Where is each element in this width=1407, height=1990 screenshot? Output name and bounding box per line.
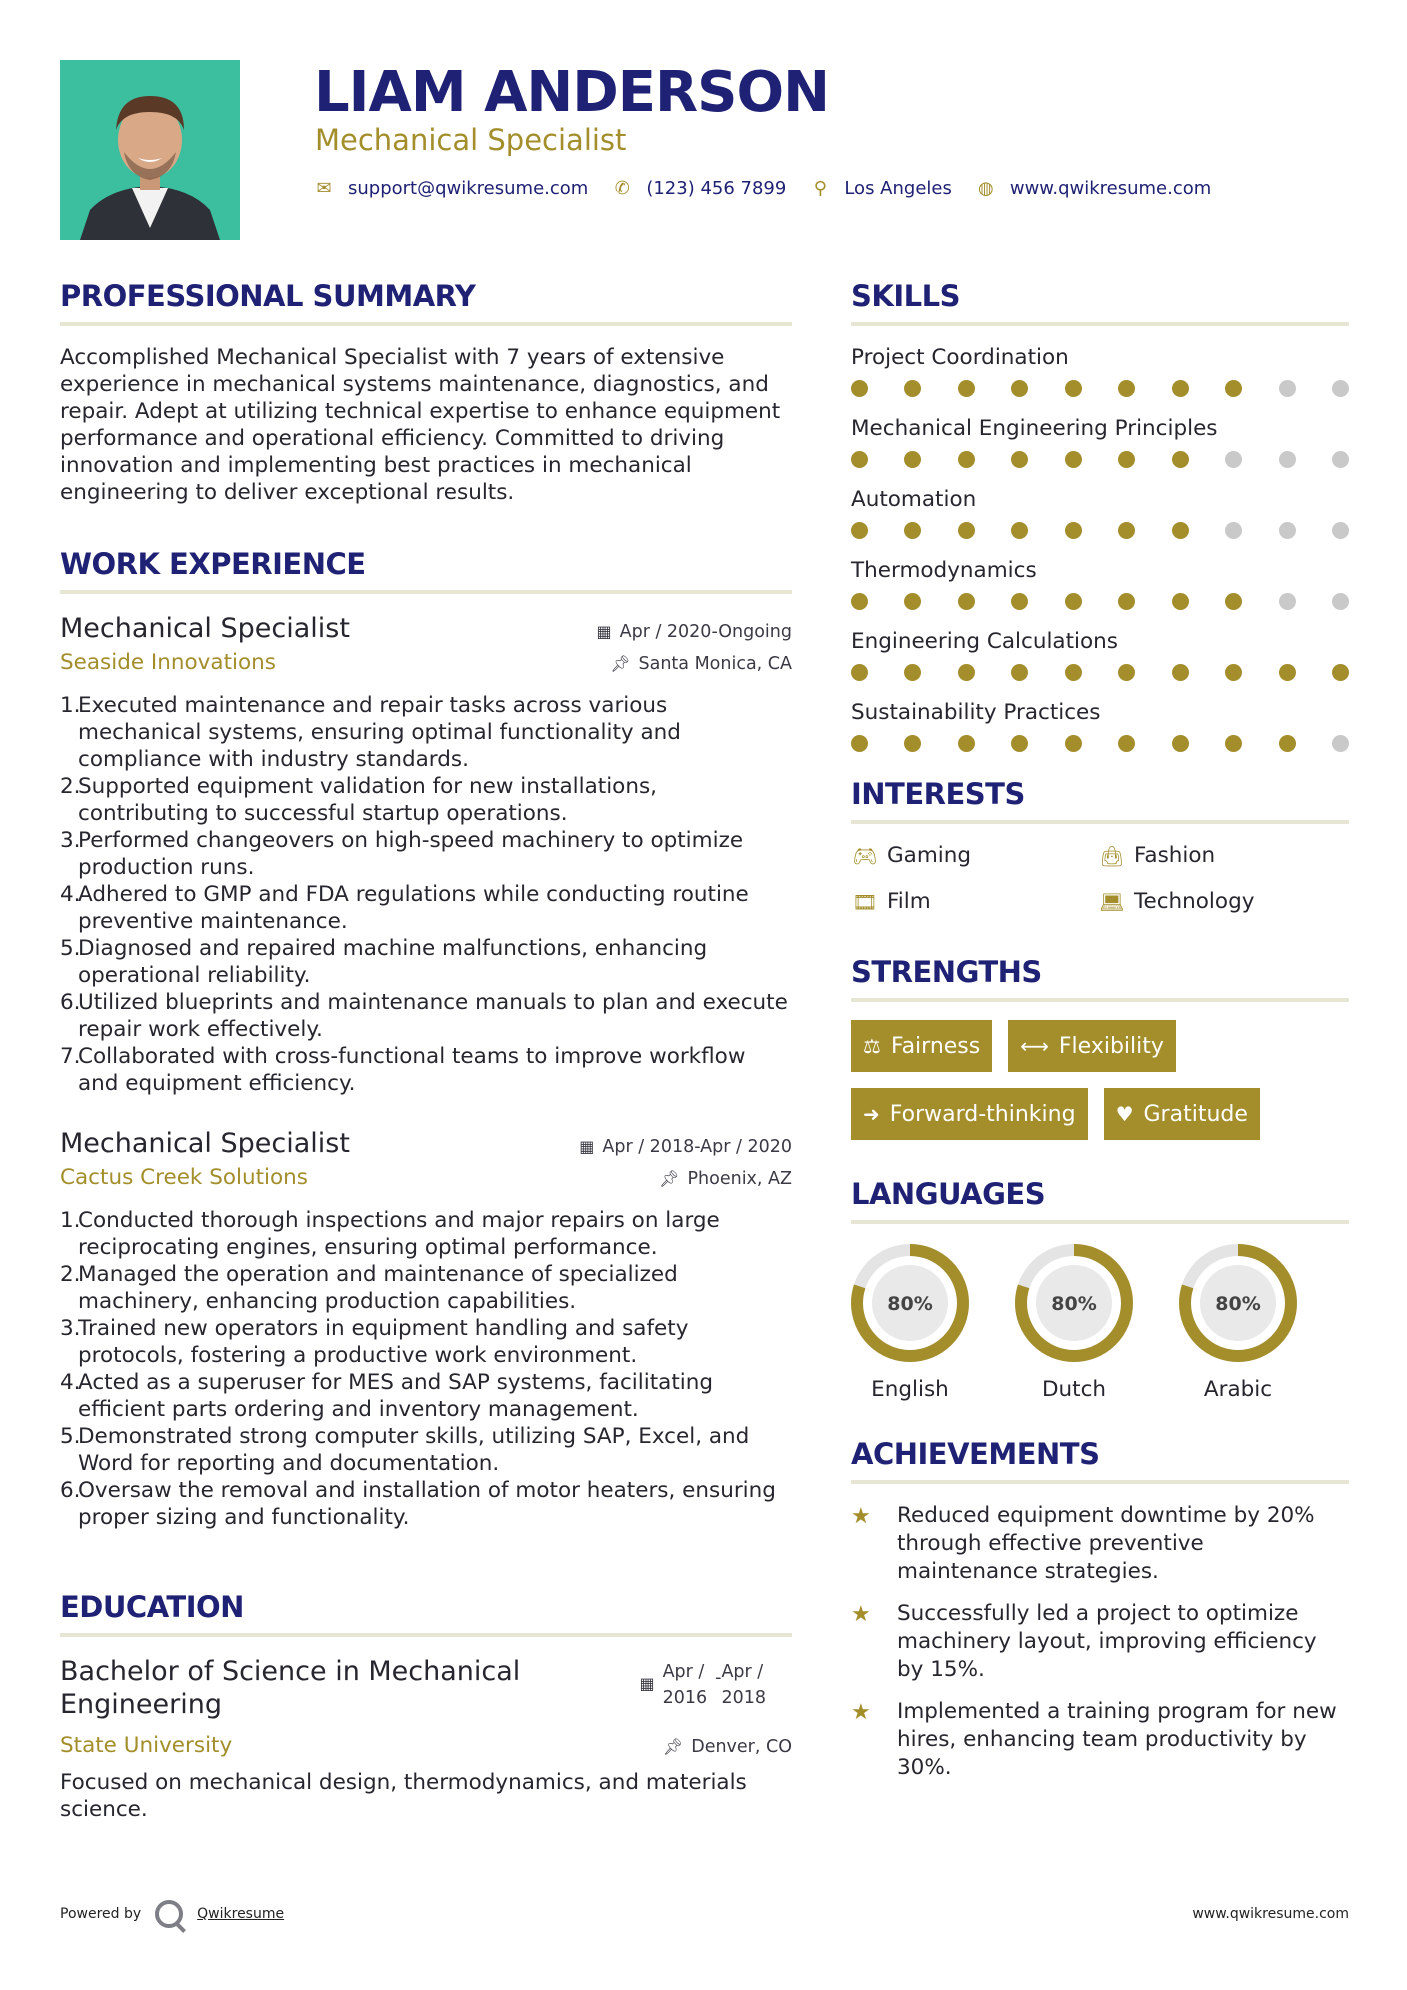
candidate-name: LIAM ANDERSON: [314, 60, 829, 125]
summary-text: Accomplished Mechanical Specialist with 7 years of extensive experience in mechanical systems maintenance, diagnostics, and repair. Adept at utilizing technical expertise to enhance equipment performance and operational efficiency. Committed to driving innovation and implementing best practices in mechanical engineering to deliver exceptional results.: [60, 345, 781, 505]
rating-dot-filled: [904, 380, 921, 397]
film-icon: 🎞︎: [852, 890, 878, 914]
skill-rating: [851, 380, 1349, 397]
rating-dot-empty: [1332, 380, 1349, 397]
skill-rating: [851, 735, 1349, 752]
rating-dot-empty: [1279, 380, 1296, 397]
experience-heading: WORK EXPERIENCE: [60, 547, 366, 581]
rating-dot-filled: [904, 522, 921, 539]
summary-heading: PROFESSIONAL SUMMARY: [60, 279, 476, 313]
interest-item: 🎞︎ Film: [852, 889, 931, 914]
bullet-item: 6. Utilized blueprints and maintenance manuals to plan and execute repair work effectively.: [60, 990, 788, 1042]
language-name: Arabic: [1203, 1377, 1273, 1402]
rating-dot-filled: [958, 522, 975, 539]
language-item: [1013, 1242, 1179, 1404]
education-date-separator: -: [715, 1668, 722, 1688]
rating-dot-empty: [1332, 451, 1349, 468]
interest-item: 👜︎ Fashion: [1099, 843, 1216, 868]
rating-dot-filled: [851, 664, 868, 681]
rating-dot-empty: [1225, 522, 1242, 539]
rating-dot-filled: [958, 380, 975, 397]
rating-dot-filled: [1225, 664, 1242, 681]
section-divider: [851, 1480, 1349, 1484]
job-date: [596, 622, 792, 642]
language-name: Dutch: [1041, 1377, 1107, 1402]
rating-dot-filled: [958, 664, 975, 681]
contact-phone[interactable]: (123) 456 7899: [646, 178, 787, 199]
contact-location: Los Angeles: [844, 178, 952, 199]
language-name: English: [871, 1377, 949, 1402]
interests-heading: INTERESTS: [851, 777, 1025, 811]
rating-dot-filled: [1065, 664, 1082, 681]
bullet-item: 5. Diagnosed and repaired machine malfunctions, enhancing operational reliability.: [60, 936, 708, 988]
skill-name: Sustainability Practices: [851, 700, 1101, 725]
job-entry: [60, 1127, 792, 1531]
skills-heading: SKILLS: [851, 279, 960, 313]
rating-dot-filled: [1065, 522, 1082, 539]
rating-dot-filled: [851, 451, 868, 468]
rating-dot-empty: [1332, 522, 1349, 539]
profile-photo: [60, 60, 240, 240]
shopping-bag-icon: 👜︎: [1099, 844, 1125, 868]
rating-dot-filled: [904, 593, 921, 610]
education-degree: Bachelor of Science in Mechanical Engineering: [60, 1656, 521, 1720]
phone-icon: ✆: [614, 178, 630, 199]
balance-scale-icon: ⚖: [863, 1034, 881, 1058]
achievement-item: ★ Implemented a training program for new hires, enhancing team productivity by 30%.: [851, 1699, 1337, 1780]
skill-name: Project Coordination: [851, 345, 1069, 370]
bullet-item: 2. Managed the operation and maintenance of specialized machinery, enhancing production capabilities.: [60, 1262, 678, 1314]
section-divider: [60, 590, 792, 594]
brand-link[interactable]: Qwikresume: [197, 1906, 285, 1922]
interest-item: 🎮︎ Gaming: [852, 843, 972, 868]
education-description: Focused on mechanical design, thermodynamics, and materials science.: [60, 1770, 747, 1822]
calendar-icon: ▦: [596, 622, 612, 641]
rating-dot-filled: [1011, 593, 1028, 610]
pushpin-icon: 📌︎: [662, 1737, 684, 1756]
rating-dot-filled: [1118, 451, 1135, 468]
skill-item: [851, 486, 1349, 539]
job-date-text: Apr / 2020-Ongoing: [619, 622, 792, 642]
rating-dot-filled: [851, 522, 868, 539]
skill-item: [851, 415, 1349, 468]
rating-dot-empty: [1332, 593, 1349, 610]
language-item: [849, 1242, 1015, 1404]
rating-dot-filled: [1225, 735, 1242, 752]
skill-rating: [851, 451, 1349, 468]
job-entry: [60, 612, 792, 1097]
skill-rating: [851, 593, 1349, 610]
skill-rating: [851, 664, 1349, 681]
rating-dot-filled: [1011, 735, 1028, 752]
experience-section: [60, 544, 792, 1531]
interests-section: [851, 774, 1349, 916]
rating-dot-empty: [1279, 522, 1296, 539]
job-location-text: Santa Monica, CA: [638, 654, 792, 674]
bullet-item: 6. Oversaw the removal and installation of motor heaters, ensuring proper sizing and functionality.: [60, 1478, 776, 1530]
rating-dot-filled: [958, 735, 975, 752]
interest-item: 💻︎ Technology: [1099, 889, 1255, 914]
education-date-start-month: Apr /: [662, 1662, 705, 1682]
rating-dot-filled: [904, 451, 921, 468]
rating-dot-filled: [1118, 522, 1135, 539]
strength-badge: ➜ Forward-thinking: [851, 1088, 1088, 1140]
bullet-item: 5. Demonstrated strong computer skills, utilizing SAP, Excel, and Word for reporting and documentation.: [60, 1424, 750, 1476]
map-marker-icon: ⚲: [813, 178, 827, 199]
languages-section: [851, 1174, 1349, 1404]
rating-dot-filled: [851, 735, 868, 752]
rating-dot-filled: [1172, 522, 1189, 539]
languages-list: [851, 1242, 1349, 1404]
rating-dot-filled: [851, 593, 868, 610]
strength-badge: ⚖ Fairness: [851, 1020, 992, 1072]
rating-dot-filled: [1065, 380, 1082, 397]
profile-photo-illustration: [60, 60, 240, 240]
languages-heading: LANGUAGES: [851, 1177, 1046, 1211]
rating-dot-filled: [1011, 380, 1028, 397]
rating-dot-empty: [1332, 735, 1349, 752]
gamepad-icon: 🎮︎: [852, 844, 878, 868]
job-date: [579, 1137, 792, 1157]
language-percent: 80%: [1051, 1293, 1097, 1315]
job-location-text: Phoenix, AZ: [687, 1169, 792, 1189]
rating-dot-empty: [1225, 451, 1242, 468]
bullet-item: 2. Supported equipment validation for new installations, contributing to successful startup operations.: [60, 774, 657, 826]
education-location: [663, 1737, 792, 1757]
bullet-item: 1. Conducted thorough inspections and major repairs on large reciprocating engines, ensuring optimal performance.: [60, 1208, 720, 1260]
job-date-text: Apr / 2018-Apr / 2020: [602, 1137, 792, 1157]
rating-dot-filled: [1011, 664, 1028, 681]
language-ring: [1177, 1242, 1299, 1364]
job-company: Seaside Innovations: [60, 650, 276, 675]
bullet-item: 1. Executed maintenance and repair tasks across various mechanical systems, ensuring optimal functionality and compliance with industry standards.: [60, 693, 681, 772]
section-divider: [851, 820, 1349, 824]
language-item: [1177, 1242, 1343, 1404]
star-icon: ★: [851, 1504, 871, 1529]
rating-dot-filled: [1279, 664, 1296, 681]
education-date-end-month: Apr /: [721, 1662, 764, 1682]
bullet-item: 4. Acted as a superuser for MES and SAP systems, facilitating efficient parts ordering and inventory management.: [60, 1370, 713, 1422]
rating-dot-filled: [1172, 593, 1189, 610]
heart-icon: ♥: [1115, 1102, 1134, 1126]
education-date-end-year: 2018: [721, 1688, 766, 1708]
education-section: [60, 1587, 792, 1823]
footer-website[interactable]: www.qwikresume.com: [1192, 1906, 1349, 1922]
rating-dot-filled: [904, 735, 921, 752]
language-percent: 80%: [887, 1293, 933, 1315]
strengths-section: [851, 952, 1349, 1140]
job-role: Mechanical Specialist: [60, 613, 350, 644]
calendar-icon: ▦: [579, 1137, 595, 1156]
job-location: [610, 654, 792, 674]
achievement-item: ★ Successfully led a project to optimize machinery layout, improving efficiency by 15%.: [851, 1601, 1317, 1682]
rating-dot-filled: [1172, 451, 1189, 468]
achievements-heading: ACHIEVEMENTS: [851, 1437, 1100, 1471]
qwikresume-logo-icon: [155, 1900, 183, 1928]
rating-dot-filled: [1011, 451, 1028, 468]
education-date-start-year: 2016: [662, 1688, 708, 1708]
laptop-icon: 💻︎: [1099, 890, 1125, 914]
rating-dot-empty: [1279, 593, 1296, 610]
skill-name: Engineering Calculations: [851, 629, 1118, 654]
job-bullets: [60, 692, 792, 1097]
rating-dot-filled: [1065, 735, 1082, 752]
skills-section: [851, 276, 1349, 752]
right-column: [851, 276, 1349, 1796]
rating-dot-filled: [1118, 593, 1135, 610]
rating-dot-filled: [1172, 664, 1189, 681]
rating-dot-empty: [1279, 451, 1296, 468]
contact-website[interactable]: www.qwikresume.com: [1009, 178, 1212, 199]
skill-item: [851, 344, 1349, 397]
rating-dot-filled: [851, 380, 868, 397]
bullet-item: 4. Adhered to GMP and FDA regulations while conducting routine preventive maintenance.: [60, 882, 749, 934]
rating-dot-filled: [1279, 735, 1296, 752]
rating-dot-filled: [1118, 664, 1135, 681]
skill-item: [851, 628, 1349, 681]
education-location-text: Denver, CO: [691, 1737, 792, 1757]
job-role: Mechanical Specialist: [60, 1128, 350, 1159]
rating-dot-filled: [1011, 522, 1028, 539]
powered-by-label: Powered by: [60, 1906, 142, 1922]
rating-dot-filled: [1065, 593, 1082, 610]
section-divider: [60, 1633, 792, 1637]
contact-email[interactable]: support@qwikresume.com: [348, 178, 589, 199]
skill-name: Automation: [851, 487, 977, 512]
rating-dot-filled: [1118, 380, 1135, 397]
job-location: [659, 1169, 792, 1189]
star-icon: ★: [851, 1602, 871, 1627]
achievements-section: [851, 1434, 1349, 1782]
section-divider: [851, 1220, 1349, 1224]
footer-powered-by: [60, 1900, 284, 1928]
summary-section: [60, 276, 792, 506]
skill-name: Thermodynamics: [851, 558, 1037, 583]
language-ring: [1013, 1242, 1135, 1364]
pushpin-icon: 📌︎: [610, 654, 631, 673]
job-bullets: [60, 1207, 792, 1531]
candidate-title: Mechanical Specialist: [315, 123, 627, 157]
skill-item: [851, 557, 1349, 610]
rating-dot-filled: [1065, 451, 1082, 468]
rating-dot-filled: [1172, 735, 1189, 752]
rating-dot-filled: [958, 593, 975, 610]
left-column: [60, 276, 792, 1823]
education-heading: EDUCATION: [60, 1590, 244, 1624]
bullet-item: 3. Performed changeovers on high-speed machinery to optimize production runs.: [60, 828, 744, 880]
skills-list: [851, 344, 1349, 752]
rating-dot-filled: [1225, 380, 1242, 397]
arrow-right-icon: ➜: [863, 1102, 880, 1126]
strength-badge: ⟷ Flexibility: [1008, 1020, 1176, 1072]
section-divider: [60, 322, 792, 326]
rating-dot-filled: [1118, 735, 1135, 752]
skill-rating: [851, 522, 1349, 539]
language-ring: [849, 1242, 971, 1364]
rating-dot-filled: [958, 451, 975, 468]
language-percent: 80%: [1215, 1293, 1261, 1315]
strength-badge: ♥ Gratitude: [1104, 1088, 1260, 1140]
section-divider: [851, 998, 1349, 1002]
bullet-item: 3. Trained new operators in equipment handling and safety protocols, fostering a productive work environment.: [60, 1316, 689, 1368]
rating-dot-filled: [1172, 380, 1189, 397]
globe-icon: ◍: [977, 178, 994, 199]
pushpin-icon: 📌︎: [659, 1169, 680, 1188]
rating-dot-filled: [1225, 593, 1242, 610]
arrows-horizontal-icon: ⟷: [1020, 1034, 1049, 1058]
bullet-item: 7. Collaborated with cross-functional teams to improve workflow and equipment efficiency.: [60, 1044, 746, 1096]
achievement-item: ★ Reduced equipment downtime by 20% through effective preventive maintenance strategies.: [851, 1503, 1315, 1584]
rating-dot-filled: [904, 664, 921, 681]
star-icon: ★: [851, 1700, 871, 1725]
skill-item: [851, 699, 1349, 752]
job-company: Cactus Creek Solutions: [60, 1165, 309, 1190]
envelope-icon: ✉: [316, 178, 332, 199]
education-date: [639, 1659, 792, 1721]
education-school: State University: [60, 1733, 233, 1758]
contact-bar: [314, 178, 1235, 199]
section-divider: [851, 322, 1349, 326]
calendar-icon: ▦: [639, 1674, 655, 1693]
strengths-heading: STRENGTHS: [851, 955, 1042, 989]
skill-name: Mechanical Engineering Principles: [851, 416, 1218, 441]
rating-dot-filled: [1332, 664, 1349, 681]
